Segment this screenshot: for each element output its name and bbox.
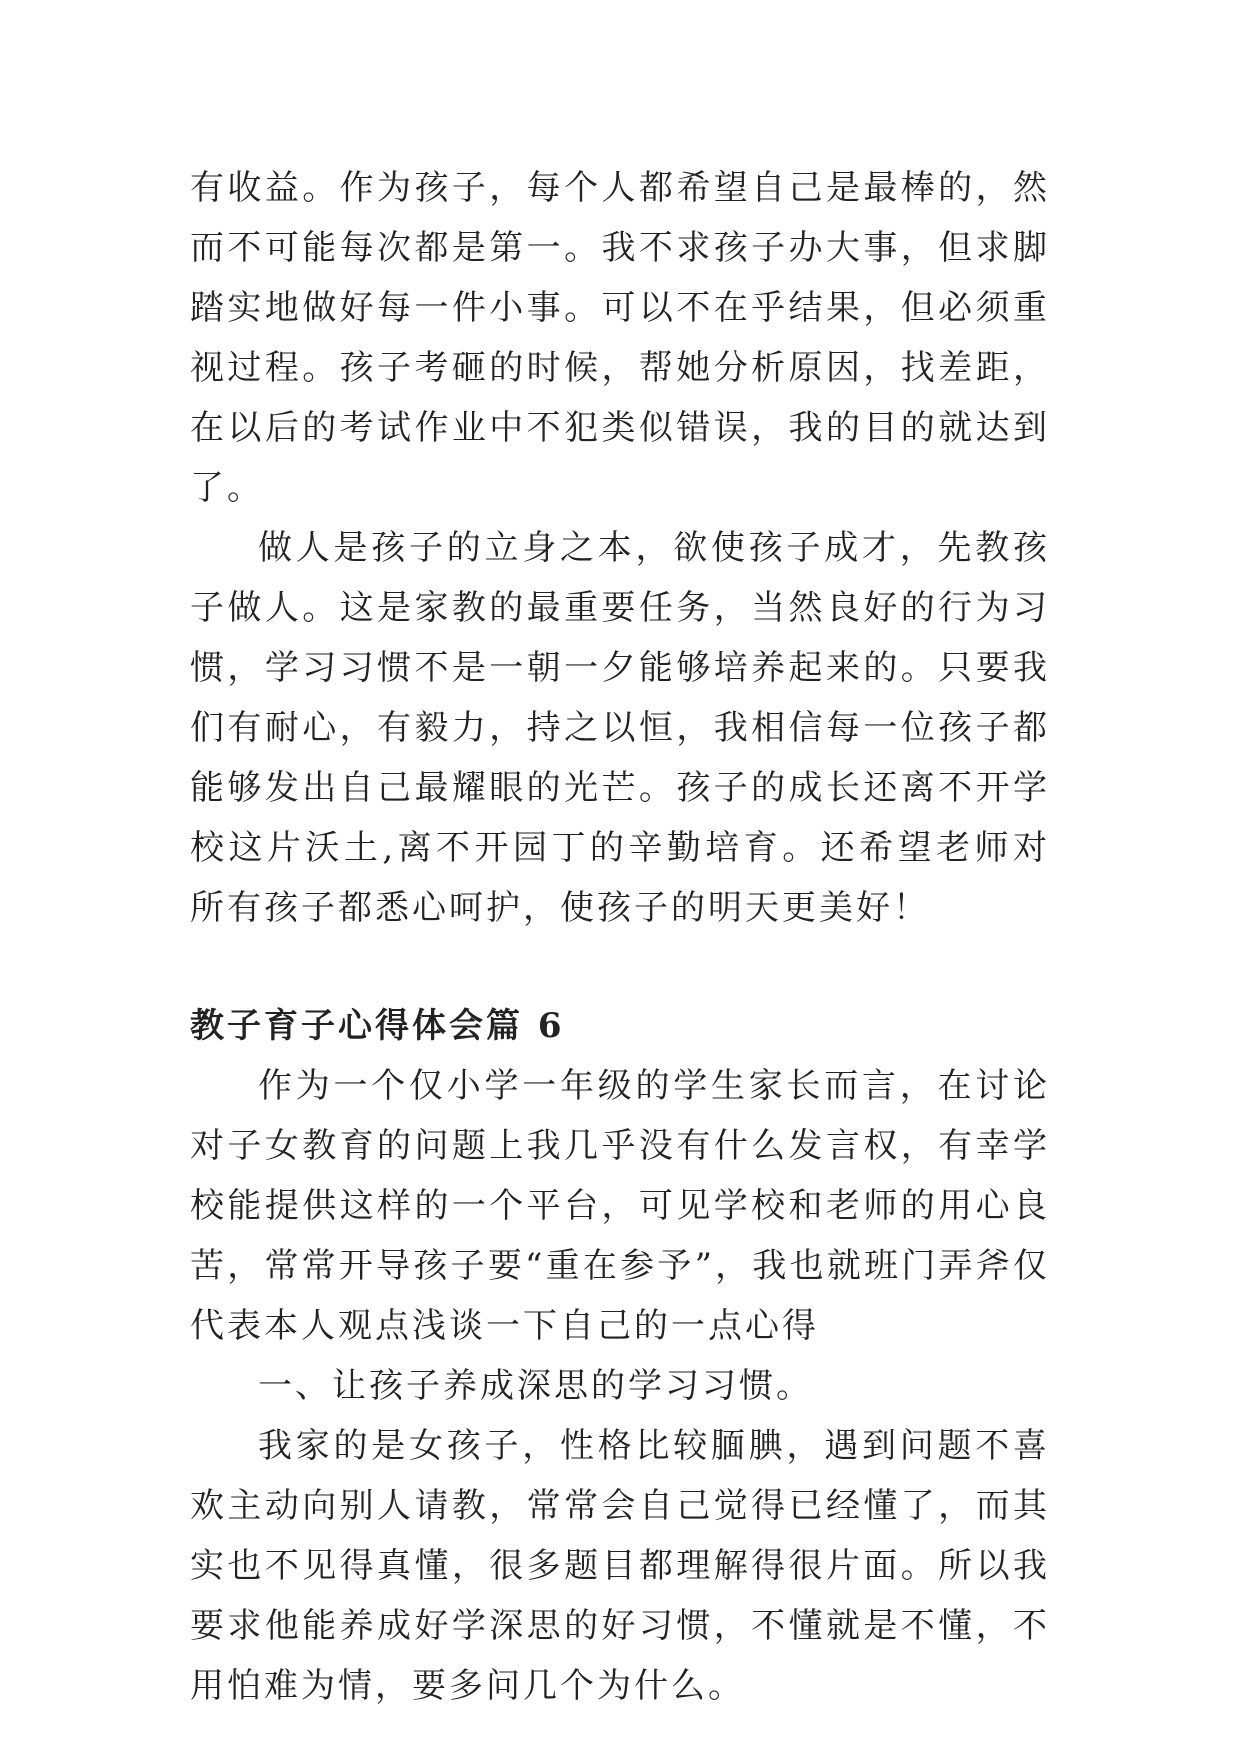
document-body [190,158,1050,1716]
section-title: 教子育子心得体会篇 6 [190,1006,565,1046]
paragraph-introduction: 作为一个仅小学一年级的学生家长而言，在讨论对子女教育的问题上我几乎没有什么发言权，有幸学校能提供这样的一个平台，可见学校和老师的用心良苦，常常开导孩子要“重在参予”，我也就班门弄斧仅代表本人观点浅谈一下自己的一点心得 [190,1066,1050,1346]
paragraph-heading-one: 一、让孩子养成深思的学习习惯。 [258,1366,813,1406]
paragraph-character-education: 做人是孩子的立身之本，欲使孩子成才，先教孩子做人。这是家教的最重要任务，当然良好的行为习惯，学习习惯不是一朝一夕能够培养起来的。只要我们有耐心，有毅力，持之以恒，我相信每一位孩子都能够发出自己最耀眼的光芒。孩子的成长还离不开学校这片沃土,离不开园丁的辛勤培育。还希望老师对所有孩子都悉心呵护，使孩子的明天更美好！ [190,528,1050,928]
section-spacer [190,938,1050,996]
paragraph-continued: 有收益。作为孩子，每个人都希望自己是最棒的，然而不可能每次都是第一。我不求孩子办大事，但求脚踏实地做好每一件小事。可以不在乎结果，但必须重视过程。孩子考砸的时候，帮她分析原因，找差距，在以后的考试作业中不犯类似错误，我的目的就达到了。 [190,168,1050,508]
paragraph-study-habits: 我家的是女孩子，性格比较腼腆，遇到问题不喜欢主动向别人请教，常常会自己觉得已经懂了，而其实也不见得真懂，很多题目都理解得很片面。所以我要求他能养成好学深思的好习惯，不懂就是不懂，不用怕难为情，要多问几个为什么。 [190,1426,1050,1706]
